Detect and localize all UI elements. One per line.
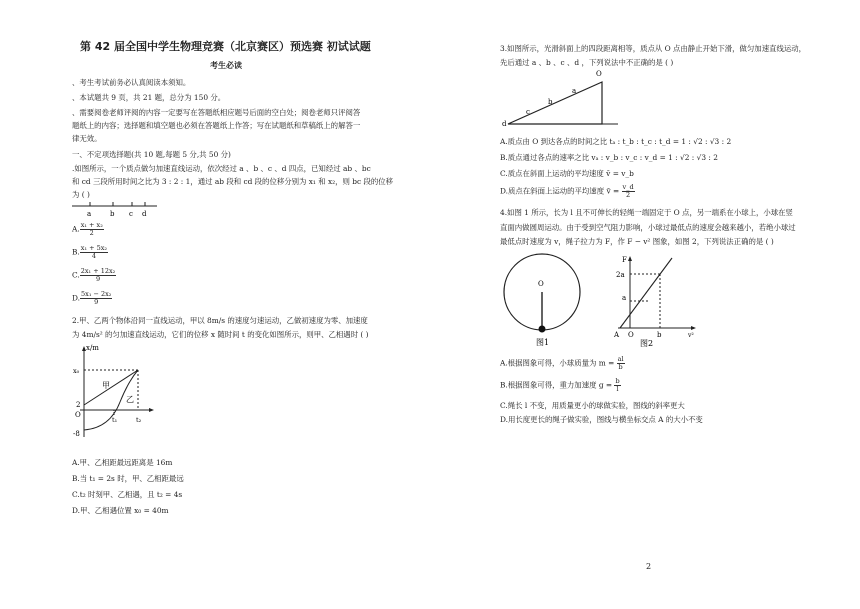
q3-option-b: B.质点通过各点的速率之比 vₐ : v_b : v_c : v_d = 1 : √2 : √3 : 2 xyxy=(500,153,718,162)
q4-line-2: 直面内做圆周运动。由于受到空气阻力影响，小球过最低点的速度会越来越小，若绝小球过 xyxy=(500,223,796,232)
q3-incline-figure xyxy=(500,66,620,128)
q4-fig2-caption: 图2 xyxy=(640,339,654,348)
q2-t1-label: t₁ xyxy=(112,416,118,424)
q2-ylabel: x/m xyxy=(86,344,99,352)
q3-label-b: b xyxy=(548,98,553,106)
point-c: c xyxy=(129,210,133,218)
q3-line-1: 3.如图所示，光滑斜面上的四段距离相等，质点从 O 点由静止开始下滑，做匀加速直线运动， xyxy=(500,44,807,53)
q2-option-d: D.甲、乙相遇位置 x₀ = 40m xyxy=(72,506,169,515)
notice-heading: 考生必读 xyxy=(210,60,242,70)
q1-option-b: B. $\frac{\text{x₁ + 5x₂}}{4}$ xyxy=(72,244,108,260)
q4-a-label: a xyxy=(622,294,627,302)
q2-line-1: 2.甲、乙两个物体沿同一直线运动，甲以 8m/s 的速度匀速运动，乙做初速度为零、加速度 xyxy=(72,316,368,325)
q2-t2-label: t₂ xyxy=(136,416,142,424)
q1-line-1: .如图所示，一个质点做匀加速直线运动，依次经过 a 、b 、c 、d 四点，已知经过 ab 、bc xyxy=(72,164,371,173)
q2-jia-label: 甲 xyxy=(102,381,110,390)
q1-option-a: A. $\frac{\text{x₁ + x₂}}{2}$ xyxy=(72,221,103,237)
q1-option-c: C. $\frac{\text{2x₁ + 12x₂}}{9}$ xyxy=(72,267,116,283)
q3-label-d: d xyxy=(502,120,507,128)
center-O-label: O xyxy=(538,280,544,288)
q2-x0-label: x₀ xyxy=(73,367,80,375)
q2-yi-label: 乙 xyxy=(126,395,134,404)
q4-A-label: A xyxy=(614,331,620,339)
q1-option-d: D. $\frac{\text{5x₁ − 2x₂}}{9}$ xyxy=(72,290,112,306)
fv2-line xyxy=(620,258,672,328)
point-a: a xyxy=(87,210,92,218)
q2-line-2: 为 4m/s² 的匀加速直线运动，它们的位移 x 随时间 t 的变化如图所示，则甲、乙相遇时 ( ) xyxy=(72,330,369,339)
page-title: 第 42 届全国中学生物理竞赛（北京赛区）预选赛 初试试题 xyxy=(80,40,371,53)
q3-line-2: 先后通过 a 、b 、c 、d ，下列说法中不正确的是 ( ) xyxy=(500,58,674,67)
q4-figure-2 xyxy=(610,252,700,350)
q4-v2-label: v² xyxy=(688,332,694,339)
q2-option-c: C.t₂ 时刻甲、乙相遇，且 t₂ = 4s xyxy=(72,490,183,499)
notice-3c: 律无效。 xyxy=(72,134,102,143)
notice-3a: 、需要阅卷老师评阅的内容一定要写在答题纸相应题号后面的空白处；阅卷老师只评阅答 xyxy=(72,108,361,117)
q4-option-c: C.绳长 l 不变，用质量更小的球做实验，图线的斜率更大 xyxy=(500,401,685,410)
q3-option-c: C.质点在斜面上运动的平均速度 v̄ = v_b xyxy=(500,169,634,178)
q4-b-label: b xyxy=(657,331,662,339)
q4-option-a: A.根据图象可得，小球质量为 m = $\frac{al}{b}$ xyxy=(500,355,624,371)
q2-neg8-label: -8 xyxy=(73,430,80,438)
q3-label-c: c xyxy=(526,108,530,116)
incline-triangle xyxy=(508,82,602,124)
q3-option-d: D.质点在斜面上运动的平均速度 v̄ = $\frac{v\_d}{2}$ xyxy=(500,183,634,199)
q4-O-label: O xyxy=(628,331,634,339)
q3-label-a: a xyxy=(572,87,577,95)
q3-label-O: O xyxy=(596,70,602,78)
q4-F-label: F xyxy=(622,256,627,264)
ball xyxy=(539,326,546,333)
q2-2-label: 2 xyxy=(76,401,81,409)
q4-figure-1 xyxy=(500,252,585,350)
page-number: 2 xyxy=(646,562,652,571)
point-b: b xyxy=(110,210,115,218)
q4-fig1-caption: 图1 xyxy=(536,338,550,347)
q4-line-1: 4.如图 1 所示，长为 l 且不可伸长的轻绳一端固定于 O 点，另一端系在小球上，小球在竖 xyxy=(500,208,793,217)
notice-2: 、本试题共 9 页，共 21 题，总分为 150 分。 xyxy=(72,93,226,102)
q3-option-a: A.质点由 O 到达各点的时间之比 tₐ : t_b : t_c : t_d = 1 : √2 : √3 : 2 xyxy=(500,137,732,146)
section-heading: 一、不定项选择题(共 10 题,每题 5 分,共 50 分) xyxy=(72,150,231,159)
q4-option-d: D.用长度更长的绳子做实验，图线与横坐标交点 A 的大小不变 xyxy=(500,415,703,424)
q2-option-b: B.当 t₁ = 2s 时，甲、乙相距最远 xyxy=(72,474,184,483)
q1-line-2: 和 cd 三段所用时间之比为 3 : 2 : 1，通过 ab 段和 cd 段的位移分别为 x₁ 和 x₂，则 bc 段的位移 xyxy=(72,177,394,186)
q4-2a-label: 2a xyxy=(616,271,625,279)
q1-line-figure xyxy=(72,198,172,220)
q4-line-3: 最低点时速度为 v，绳子拉力为 F，作 F − v² 图象，如图 2，下列说法正确的是 ( ) xyxy=(500,237,774,246)
notice-3b: 题纸上的内容；选择题和填空题也必须在答题纸上作答；写在试题纸和草稿纸上的解答一 xyxy=(72,121,361,130)
q2-origin-label: O xyxy=(75,411,81,419)
q2-xt-graph xyxy=(70,342,160,442)
notice-1: 、考生考试前务必认真阅读本须知。 xyxy=(72,78,191,87)
q2-option-a: A.甲、乙相距最远距离是 16m xyxy=(72,458,173,467)
q1-line-3: 为 ( ) xyxy=(72,190,90,199)
point-d: d xyxy=(142,210,147,218)
q4-option-b: B.根据图象可得，重力加速度 g = $\frac{b}{l}$ xyxy=(500,377,620,393)
